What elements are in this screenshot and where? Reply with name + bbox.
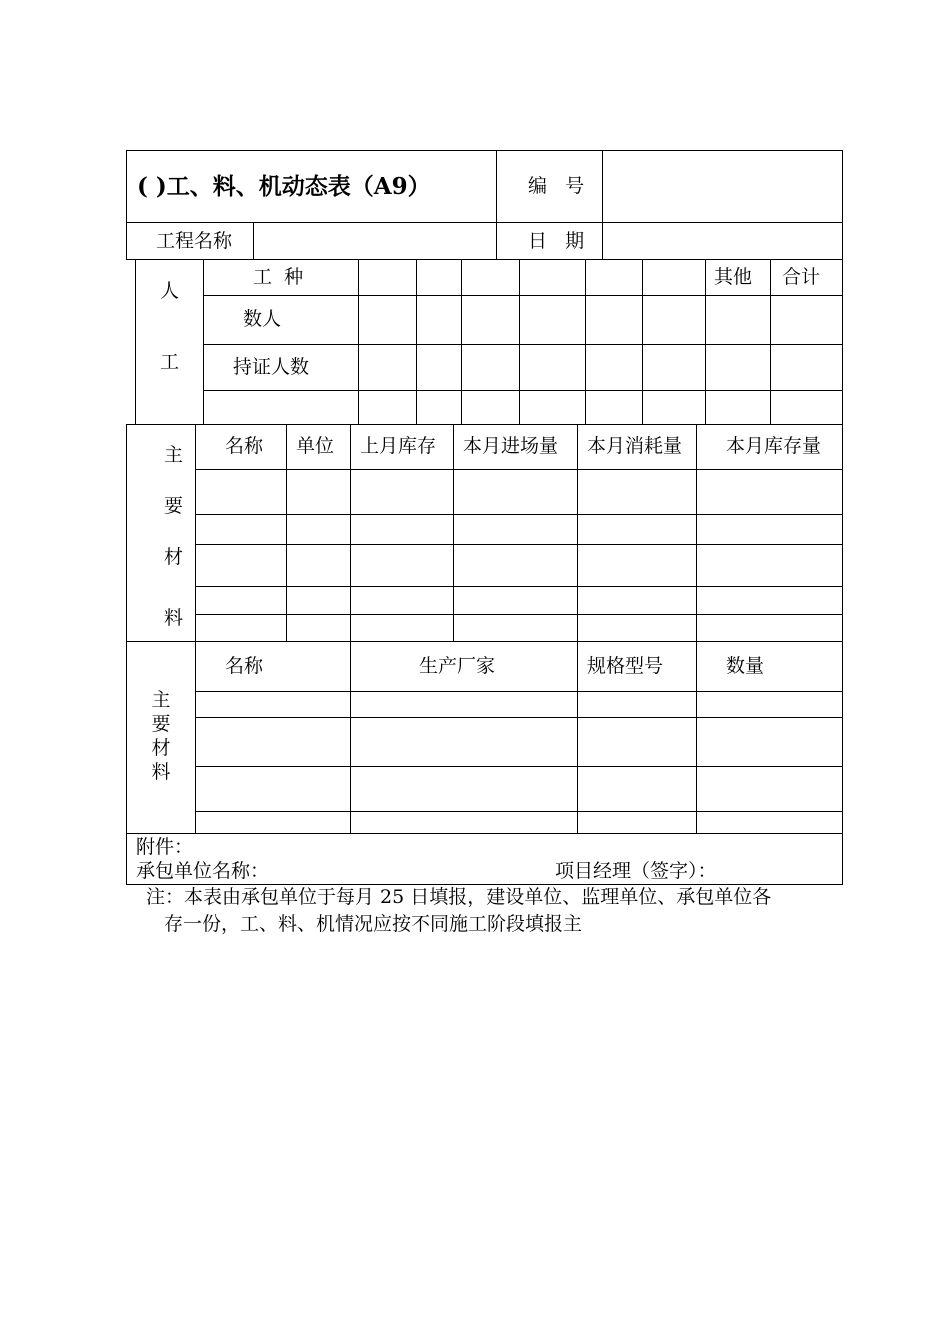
date-field[interactable] [604,224,841,258]
work-type-label: 工 种 [253,266,304,288]
project-name-label: 工程名称 [156,230,233,252]
materials-section-char-4: 料 [164,607,184,629]
equipment-section-char-1: 主 [151,689,171,711]
date-label: 日 期 [528,230,585,252]
form-title: ( )工、料、机动态表（A9） [137,173,431,200]
materials-header-consumed: 本月消耗量 [587,435,683,457]
project-manager-signature-label: 项目经理（签字）： [555,860,717,882]
materials-section-char-3: 材 [164,546,184,568]
equipment-header-quantity: 数量 [726,655,765,677]
materials-header-incoming: 本月进场量 [463,435,559,457]
materials-header-name: 名称 [225,435,264,457]
note-line-1: 注：本表由承包单位于每月 25 日填报，建设单位、监理单位、承包单位各 [146,886,772,908]
materials-section-char-2: 要 [164,495,184,517]
other-label: 其他 [714,266,753,288]
materials-section-char-1: 主 [164,444,184,466]
equipment-header-manufacturer: 生产厂家 [419,655,496,677]
equipment-section-char-2: 要 [151,713,171,735]
number-label: 编 号 [528,175,585,197]
headcount-label: 数人 [243,308,282,330]
equipment-header-spec-model: 规格型号 [587,655,664,677]
materials-header-unit: 单位 [296,435,335,457]
labor-section-char-1: 人 [160,280,180,302]
certified-count-label: 持证人数 [233,356,310,378]
equipment-section-labels [150,688,172,784]
equipment-section-char-3: 材 [151,737,171,759]
project-name-field[interactable] [255,224,495,258]
materials-header-current-stock: 本月库存量 [726,435,822,457]
labor-section-char-2: 工 [160,351,180,373]
equipment-header-name: 名称 [225,655,264,677]
number-field[interactable] [604,152,841,221]
materials-header-last-month-stock: 上月库存 [360,435,437,457]
note-line-2: 存一份，工、料、机情况应按不同施工阶段填报主 [164,913,583,935]
attachment-label: 附件： [136,836,194,858]
total-label: 合计 [782,266,821,288]
equipment-section-char-4: 料 [151,761,171,783]
contractor-name-label: 承包单位名称： [136,860,270,882]
